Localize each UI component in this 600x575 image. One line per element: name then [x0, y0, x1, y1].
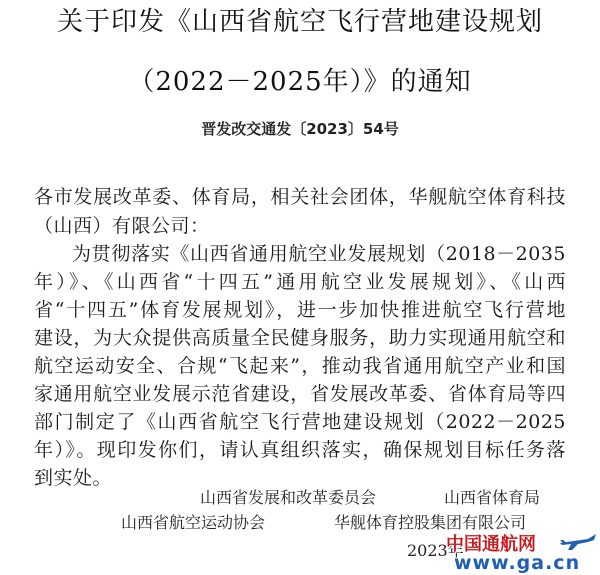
signatory-sports-bureau: 山西省体育局	[444, 488, 541, 507]
document-title-line-2: （2022－2025年）》的通知	[128, 67, 472, 97]
body-line: 航空运动安全、合规“飞起来”，推动我省通用航空产业和国	[34, 355, 566, 377]
body-line: （山西）有限公司：	[34, 215, 210, 237]
document-number: 晋发改交通发〔2023〕54号	[201, 120, 399, 138]
document-date: 2023年	[407, 541, 464, 560]
body-line: 建设，为大众提供高质量全民健身服务，助力实现通用航空和	[34, 327, 566, 349]
watermark-url: www.ga.cn	[454, 552, 581, 574]
body-line: 到实处。	[34, 467, 113, 489]
body-line: 部门制定了《山西省航空飞行营地建设规划（2022－2025	[34, 411, 566, 433]
body-line: 年）》。现印发你们，请认真组织落实，确保规划目标任务落	[34, 439, 566, 461]
body-line: 年）》、《山西省“十四五”通用航空业发展规划》、《山西	[34, 271, 566, 293]
watermark-site-name: 中国通航网	[446, 534, 536, 555]
signatory-ndrc: 山西省发展和改革委员会	[200, 488, 377, 507]
body-line: 家通用航空业发展示范省建设，省发展改革委、省体育局等四	[34, 383, 566, 405]
document-title-line-1: 关于印发《山西省航空飞行营地建设规划	[56, 7, 543, 37]
site-watermark	[440, 530, 598, 574]
body-line: 省“十四五”体育发展规划》，进一步加快推进航空飞行营地	[34, 299, 566, 321]
signatory-aviation-sports-association: 山西省航空运动协会	[121, 513, 266, 532]
signatory-huajian-group: 华舰体育控股集团有限公司	[334, 513, 527, 532]
body-line: 为贯彻落实《山西省通用航空业发展规划（2018－2035	[72, 243, 566, 265]
airplane-icon	[558, 530, 598, 552]
body-line: 各市发展改革委、体育局，相关社会团体，华舰航空体育科技	[34, 186, 566, 208]
